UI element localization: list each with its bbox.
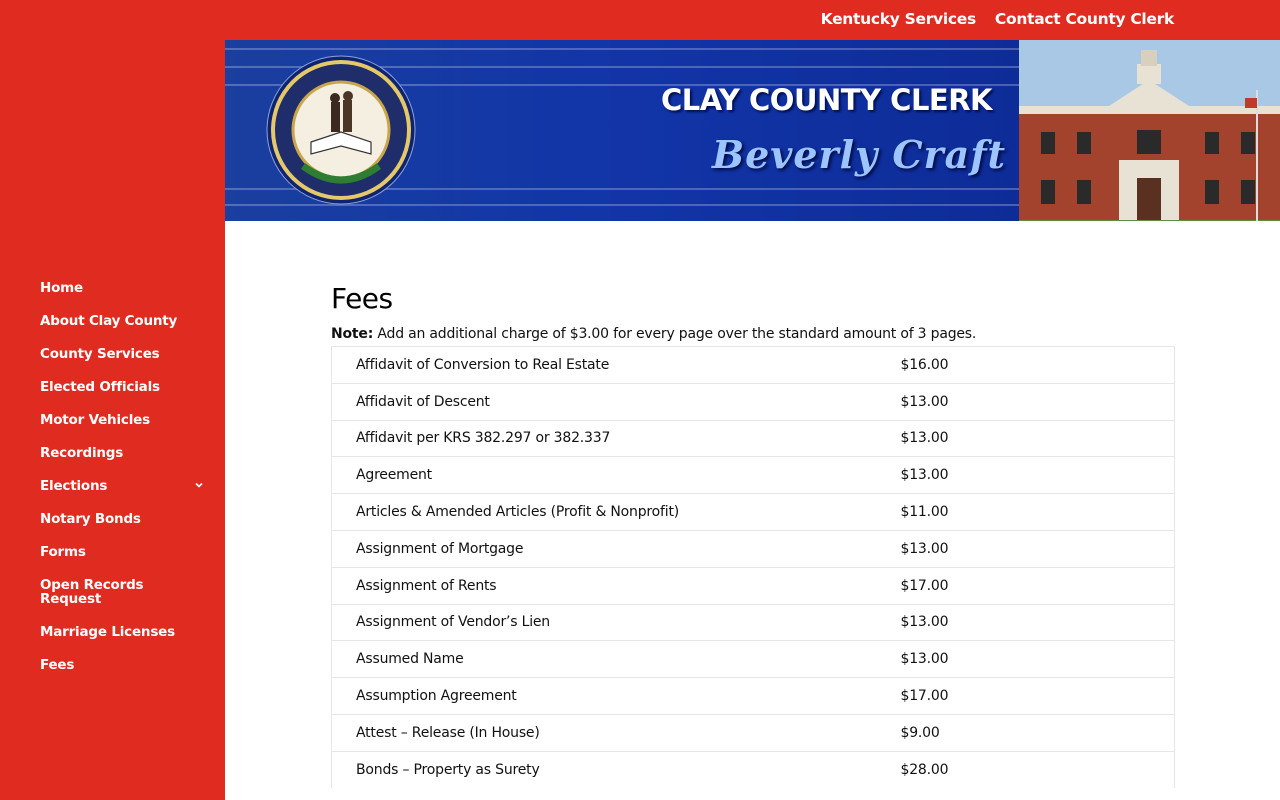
table-row [332, 714, 1175, 751]
page-title: Fees [331, 282, 393, 315]
sidebar [0, 0, 225, 800]
contact-county-clerk-link[interactable]: Contact County Clerk [994, 10, 1174, 28]
fee-amount: $13.00 [901, 530, 1175, 567]
chevron-down-icon[interactable] [195, 481, 203, 489]
fee-name: Assignment of Rents [332, 567, 901, 604]
banner-subtitle: Beverly Craft [712, 132, 1007, 177]
banner-title: CLAY COUNTY CLERK [661, 83, 993, 117]
fee-name: Assignment of Vendor’s Lien [332, 604, 901, 641]
sidebar-item-county-services[interactable] [40, 345, 210, 378]
table-row [332, 494, 1175, 531]
fee-amount: $16.00 [901, 347, 1175, 384]
table-row [332, 751, 1175, 788]
sidebar-item-label[interactable]: Fees [40, 657, 75, 673]
fee-name: Affidavit of Descent [332, 383, 901, 420]
sidebar-nav [40, 279, 210, 689]
note-text: Add an additional charge of $3.00 for every page over the standard amount of 3 pages. [373, 326, 977, 342]
fee-name: Assumption Agreement [332, 678, 901, 715]
courthouse-photo [1019, 40, 1280, 221]
fee-name: Articles & Amended Articles (Profit & Nonprofit) [332, 494, 901, 531]
top-bar [225, 0, 1280, 40]
main-content [331, 282, 1175, 788]
sidebar-item-forms[interactable] [40, 543, 210, 576]
sidebar-item-fees[interactable] [40, 656, 210, 689]
fee-amount: $13.00 [901, 383, 1175, 420]
fee-amount: $13.00 [901, 641, 1175, 678]
table-row [332, 604, 1175, 641]
fee-amount: $11.00 [901, 494, 1175, 531]
fee-amount: $17.00 [901, 567, 1175, 604]
fees-note [331, 326, 1175, 342]
sidebar-item-notary-bonds[interactable] [40, 510, 210, 543]
fee-name: Bonds – Property as Surety [332, 751, 901, 788]
table-row [332, 420, 1175, 457]
fee-name: Agreement [332, 457, 901, 494]
fee-name: Affidavit of Conversion to Real Estate [332, 347, 901, 384]
header-banner [225, 40, 1280, 221]
fee-amount: $13.00 [901, 457, 1175, 494]
table-row [332, 530, 1175, 567]
sidebar-item-motor-vehicles[interactable] [40, 411, 210, 444]
table-row [332, 678, 1175, 715]
county-clerks-seal-logo [265, 54, 417, 206]
sidebar-item-elected-officials[interactable] [40, 378, 210, 411]
sidebar-item-label[interactable]: Recordings [40, 445, 124, 461]
table-row [332, 567, 1175, 604]
fee-name: Assignment of Mortgage [332, 530, 901, 567]
sidebar-item-elections[interactable] [40, 477, 210, 510]
fee-name: Affidavit per KRS 382.297 or 382.337 [332, 420, 901, 457]
sidebar-item-label[interactable]: Elections [40, 478, 108, 494]
sidebar-item-marriage-licenses[interactable] [40, 623, 210, 656]
sidebar-item-label[interactable]: About Clay County [40, 313, 178, 329]
sidebar-item-label[interactable]: County Services [40, 346, 160, 362]
sidebar-item-label[interactable]: Notary Bonds [40, 511, 141, 527]
fee-amount: $9.00 [901, 714, 1175, 751]
sidebar-item-label[interactable]: Home [40, 280, 83, 296]
sidebar-item-label[interactable]: Motor Vehicles [40, 412, 150, 428]
fees-table [331, 346, 1175, 788]
fee-amount: $28.00 [901, 751, 1175, 788]
sidebar-item-label[interactable]: Marriage Licenses [40, 624, 175, 640]
table-row [332, 457, 1175, 494]
sidebar-item-label[interactable]: Open Records Request [40, 577, 144, 607]
sidebar-item-open-records-request[interactable] [40, 576, 210, 623]
fee-name: Assumed Name [332, 641, 901, 678]
note-label: Note: [331, 326, 374, 342]
table-row [332, 383, 1175, 420]
table-row [332, 641, 1175, 678]
top-links [821, 10, 1174, 28]
fee-amount: $13.00 [901, 420, 1175, 457]
table-row [332, 347, 1175, 384]
sidebar-item-label[interactable]: Forms [40, 544, 86, 560]
fee-amount: $17.00 [901, 678, 1175, 715]
fee-amount: $13.00 [901, 604, 1175, 641]
sidebar-item-label[interactable]: Elected Officials [40, 379, 160, 395]
banner-stripe [225, 48, 1020, 50]
sidebar-item-about-clay-county[interactable] [40, 312, 210, 345]
kentucky-services-link[interactable]: Kentucky Services [820, 10, 976, 28]
sidebar-item-recordings[interactable] [40, 444, 210, 477]
fee-name: Attest – Release (In House) [332, 714, 901, 751]
sidebar-item-home[interactable] [40, 279, 210, 312]
